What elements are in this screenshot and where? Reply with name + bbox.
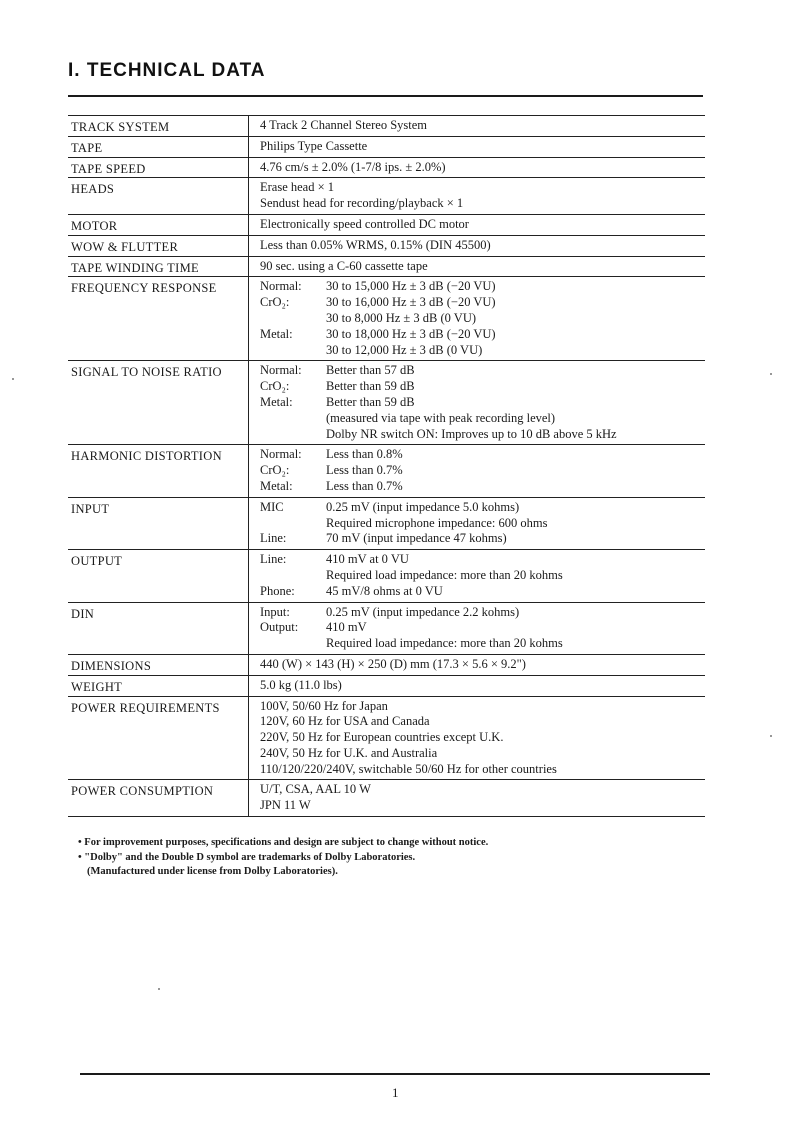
footnote-specifications: • For improvement purposes, specifications and design are subject to change without notice. [78,837,489,848]
spec-value-text: 30 to 16,000 Hz ± 3 dB (−20 VU) [326,295,496,310]
spec-label: DIMENSIONS [71,658,152,673]
spec-value-line [260,180,705,196]
spec-value [248,445,705,496]
spec-value-line [260,343,705,359]
spec-value [248,655,705,675]
spec-value-key [260,343,326,359]
spec-label: OUTPUT [71,554,123,569]
spec-value [248,780,705,816]
spec-value [248,257,705,277]
spec-value-line [260,379,705,395]
spec-value-key [260,568,326,584]
spec-value-line [260,552,705,568]
spec-label: HEADS [71,182,115,197]
spec-row-input [68,498,705,550]
page-title: I. TECHNICAL DATA [68,60,266,81]
spec-value-text: 0.25 mV (input impedance 2.2 kohms) [326,604,520,619]
spec-value-line [260,762,705,778]
spec-row-weight [68,676,705,697]
spec-label: TAPE SPEED [71,161,146,176]
spec-value-text: Less than 0.8% [326,447,403,462]
spec-value-key [260,311,326,327]
spec-value-text: 4.76 cm/s ± 2.0% (1-7/8 ips. ± 2.0%) [260,159,446,174]
spec-value-line [260,699,705,715]
spec-row-motor [68,215,705,236]
spec-value-key: Line: [260,552,287,567]
spec-value-key: CrO₂: [260,463,290,478]
spec-value-line [260,605,705,621]
spec-value-line [260,584,705,600]
spec-value-line [260,500,705,516]
spec-label: SIGNAL TO NOISE RATIO [71,365,222,380]
spec-label: WOW & FLUTTER [71,239,179,254]
spec-value-text: Required microphone impedance: 600 ohms [326,515,548,530]
spec-value-key: Phone: [260,583,295,598]
spec-row-din [68,603,705,655]
spec-value-line [260,311,705,327]
spec-value-text: Required load impedance: more than 20 kohms [326,567,563,582]
spec-value-key: Metal: [260,394,293,409]
spec-value-line [260,782,705,798]
spec-value [248,697,705,780]
spec-value-key: MIC [260,499,284,514]
spec-value-text: JPN 11 W [260,798,311,813]
spec-row-output [68,550,705,602]
page-number: 1 [392,1085,399,1100]
spec-label: HARMONIC DISTORTION [71,449,222,464]
spec-value-line [260,657,705,673]
spec-value-text: 90 sec. using a C-60 cassette tape [260,258,428,273]
spec-row-track-system [68,116,705,137]
spec-value-key: CrO₂: [260,379,290,394]
spec-value-text: 240V, 50 Hz for U.K. and Australia [260,745,438,760]
spec-value-text: Sendust head for recording/playback × 1 [260,196,464,211]
spec-value-text: 100V, 50/60 Hz for Japan [260,698,388,713]
spec-label: MOTOR [71,218,118,233]
spec-value-text: Better than 59 dB [326,379,415,394]
spec-value-key [260,411,326,427]
spec-value-line [260,568,705,584]
spec-row-frequency-response [68,277,705,361]
spec-value-line [260,118,705,134]
scan-speck [12,378,14,380]
spec-value-line [260,196,705,212]
spec-value [248,116,705,136]
spec-value [248,361,705,444]
spec-value-line [260,395,705,411]
spec-value-line [260,636,705,652]
spec-value-line [260,620,705,636]
footnotes [78,836,488,880]
spec-row-tape-winding-time [68,257,705,278]
spec-value-line [260,714,705,730]
spec-value-text: 110/120/220/240V, switchable 50/60 Hz for other countries [260,761,557,776]
spec-value [248,550,705,601]
spec-value-line [260,279,705,295]
spec-value-key: Output: [260,620,299,635]
spec-value-key: Metal: [260,478,293,493]
spec-value-line [260,798,705,814]
spec-value-line [260,678,705,694]
spec-value-text: Better than 57 dB [326,363,415,378]
spec-value-key: Normal: [260,363,302,378]
spec-value-text: 410 mV at 0 VU [326,552,409,567]
spec-value-text: Less than 0.7% [326,478,403,493]
spec-row-dimensions [68,655,705,676]
spec-value [248,277,705,360]
spec-value-key [260,516,326,532]
spec-value-text: 410 mV [326,620,367,635]
spec-value [248,158,705,178]
spec-value-line [260,327,705,343]
spec-value-line [260,160,705,176]
spec-row-power-requirements [68,697,705,781]
spec-value [248,178,705,214]
spec-value-key: CrO₂: [260,295,290,310]
spec-value-key: Line: [260,531,287,546]
spec-row-tape [68,137,705,158]
spec-value-text: 120V, 60 Hz for USA and Canada [260,714,430,729]
spec-value-text: (measured via tape with peak recording level) [326,410,556,425]
footnote-dolby-license: (Manufactured under license from Dolby Laboratories). [87,866,338,877]
spec-value-line [260,746,705,762]
spec-value-key: Normal: [260,447,302,462]
spec-value-text: 30 to 18,000 Hz ± 3 dB (−20 VU) [326,326,496,341]
spec-value-text: Electronically speed controlled DC motor [260,216,469,231]
spec-value-line [260,531,705,547]
spec-value-line [260,447,705,463]
spec-value-line [260,516,705,532]
scan-speck [770,373,772,375]
spec-value-line [260,411,705,427]
scan-speck [770,735,772,737]
spec-value-line [260,479,705,495]
spec-value [248,236,705,256]
spec-value-key: Normal: [260,279,302,294]
spec-label: TRACK SYSTEM [71,120,170,134]
spec-value [248,137,705,157]
footnote-dolby-trademark: • "Dolby" and the Double D symbol are trademarks of Dolby Laboratories. [78,851,416,863]
spec-value-text: Required load impedance: more than 20 kohms [326,636,563,651]
spec-label: TAPE WINDING TIME [71,260,199,275]
spec-value-text: 45 mV/8 ohms at 0 VU [326,583,443,598]
spec-value-line [260,217,705,233]
spec-value-text: U/T, CSA, AAL 10 W [260,782,371,797]
spec-row-heads [68,178,705,215]
spec-value-text: 30 to 8,000 Hz ± 3 dB (0 VU) [326,310,477,325]
spec-label: POWER CONSUMPTION [71,784,214,799]
spec-value-line [260,730,705,746]
spec-value-text: 30 to 15,000 Hz ± 3 dB (−20 VU) [326,279,496,294]
spec-value-line [260,363,705,379]
spec-value [248,498,705,549]
scan-speck [158,988,160,990]
spec-row-tape-speed [68,158,705,179]
spec-value [248,215,705,235]
technical-data-table [68,115,705,817]
spec-value-text: 5.0 kg (11.0 lbs) [260,677,342,692]
spec-label: POWER REQUIREMENTS [71,700,220,715]
spec-label: DIN [71,606,95,621]
title-underline [68,95,703,97]
spec-value-text: 70 mV (input impedance 47 kohms) [326,531,507,546]
spec-value-line [260,238,705,254]
spec-row-power-consumption [68,780,705,817]
spec-row-wow-flutter [68,236,705,257]
spec-value-text: 4 Track 2 Channel Stereo System [260,118,428,132]
spec-value [248,676,705,696]
spec-value [248,603,705,654]
spec-label: FREQUENCY RESPONSE [71,281,217,296]
spec-value-line [260,259,705,275]
spec-value-key: Metal: [260,326,293,341]
spec-row-signal-to-noise-ratio [68,361,705,445]
spec-value-line [260,295,705,311]
spec-value-line [260,139,705,155]
spec-value-text: Erase head × 1 [260,180,335,195]
footer-rule [80,1073,710,1075]
spec-value-line [260,427,705,443]
spec-value-key: Input: [260,604,290,619]
spec-value-text: 0.25 mV (input impedance 5.0 kohms) [326,499,520,514]
spec-value-text: Less than 0.7% [326,463,403,478]
spec-value-text: Philips Type Cassette [260,138,368,153]
spec-value-text: Less than 0.05% WRMS, 0.15% (DIN 45500) [260,237,491,252]
spec-row-harmonic-distortion [68,445,705,497]
spec-label: TAPE [71,140,103,155]
spec-value-text: 220V, 50 Hz for European countries except U.K. [260,730,504,745]
spec-value-key [260,636,326,652]
spec-value-text: 440 (W) × 143 (H) × 250 (D) mm (17.3 × 5.6 × 9.2") [260,656,526,671]
spec-value-text: Better than 59 dB [326,394,415,409]
spec-value-text: 30 to 12,000 Hz ± 3 dB (0 VU) [326,342,483,357]
spec-value-line [260,463,705,479]
spec-label: WEIGHT [71,679,123,694]
spec-value-text: Dolby NR switch ON: Improves up to 10 dB above 5 kHz [326,426,617,441]
spec-label: INPUT [71,501,110,516]
spec-value-key [260,427,326,443]
